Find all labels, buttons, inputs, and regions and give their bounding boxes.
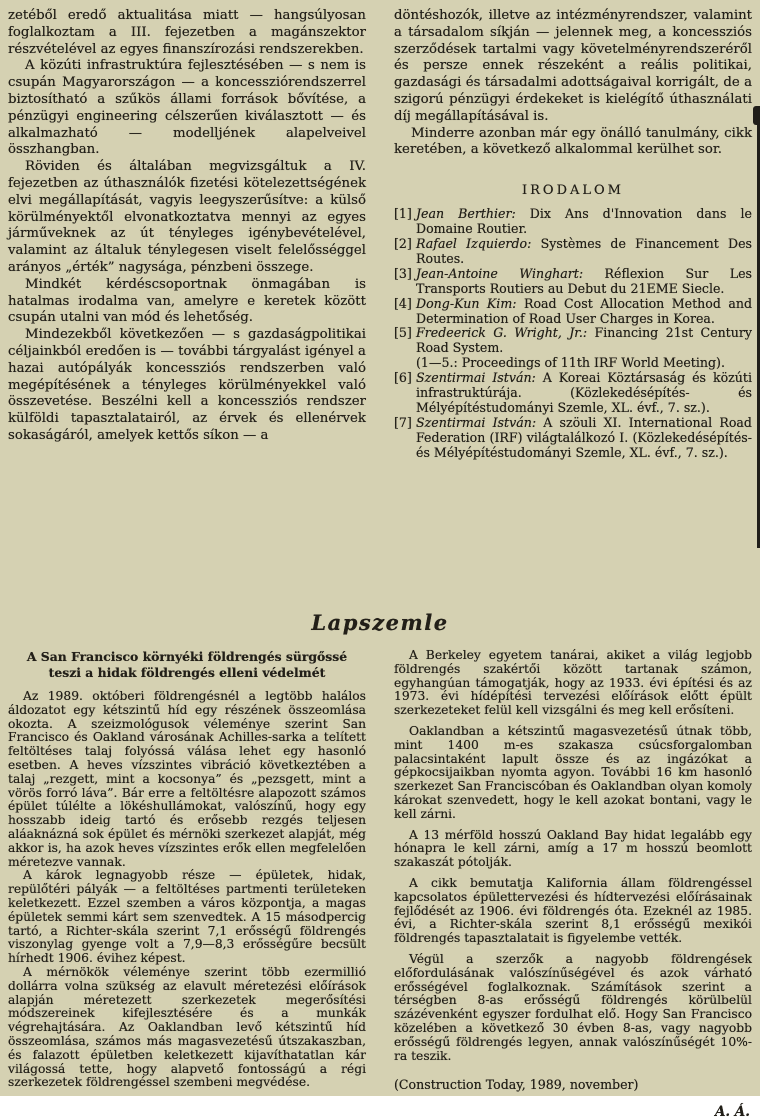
- paragraph: Oaklandban a kétszintű magasvezetésű útnak több, mint 1400 m-es szakasza csúcsforgalomban palacsintaként lapult össze és az ingázókat a gépkocsijaikban nyomta agyon. További 16 km hasonló szerkezet San Franciscóban és Oaklandban olyan komoly károkat szenvedett, hogy le kell azokat bontani, vagy le kell zárni.: [394, 723, 752, 821]
- paragraph: A mérnökök véleménye szerint több ezermillió dollárra volna szükség az elavult méretezési előírások alapján méretezett szerkezetek megerősítési módszereinek kifejlesztésére és a munkák végrehajtására. Az Oaklandban levő kétszintű híd összeomlása, számos más magasvezetésű útszakaszban, és falazott épületben keletkezett kijavíthatatlan kár világossá tette, hogy alapvető fontosságú a régi szerkezetek földrengéssel szembeni megvédése.: [8, 964, 366, 1090]
- reference-author: Jean-Antoine Winghart:: [416, 265, 584, 281]
- reference-author: Szentirmai István:: [416, 370, 536, 386]
- reference-author: Szentirmai István:: [416, 414, 537, 430]
- review-section-heading: Lapszemle: [311, 610, 449, 635]
- top-left-column: [8, 8, 366, 461]
- reference-author: Fredeerick G. Wright, Jr.:: [416, 325, 588, 341]
- review-section: [8, 610, 752, 1120]
- reference-text: Réflexion Sur Les Transports Routiers au Debut du 21EME Siecle.: [416, 265, 752, 296]
- bibliography-item: [394, 326, 752, 371]
- reference-marker: [1]: [394, 206, 412, 222]
- reference-marker: [7]: [394, 414, 412, 430]
- reference-note: (1—5.: Proceedings of 11th IRF World Meeting).: [416, 355, 725, 371]
- paragraph: Mindezekből következően — s gazdaságpolitikai céljainkból eredően is — további tárgyalást igényel a hazai autópályák koncessziós rendszerben való megépítésének a tényleges körülményekkel való összevetése. Beszélni kell a koncessziós rendszer külföldi tapasztalatairól, az érvek és ellenérvek sokaságáról, amelyek kettős síkon — a: [8, 327, 366, 443]
- reference-marker: [5]: [394, 325, 412, 341]
- reference-marker: [4]: [394, 295, 412, 311]
- paragraph: A közúti infrastruktúra fejlesztésében — s nem is csupán Magyarországon — a koncessziórendszerrel biztosítható a szűkös állami források bővítése, a pénzügyi engineering célszerűen kiválasztott — és alkalmazható — modelljének alapelveivel összhangban.: [8, 58, 366, 158]
- bibliography-item: [394, 207, 752, 237]
- paragraph: A Berkeley egyetem tanárai, akiket a világ legjobb földrengés szakértői között tartanak számon, egyhangúan támogatják, hogy az 1933. évi építési és az 1973. évi hídépítési tervezési előírások előtt épült szerkezeteket felül kell vizsgálni és meg kell erősíteni.: [394, 648, 752, 718]
- reference-text: Financing 21st Century Road System.: [416, 325, 752, 356]
- reference-text: A szöuli XI. International Road Federation (IRF) világtalálkozó I. (Közlekedésépítés- és Mélyépítéstudományi Szemle, XL. évf., 7. sz.).: [416, 414, 752, 460]
- reference-text: Systèmes de Financement Des Routes.: [416, 235, 753, 266]
- paragraph: Végül a szerzők a nagyobb földrengések előfordulásának valószínűségével és azok várható erősségével foglalkoznak. Számítások szerint a térségben 8-as erősségű földrengés körülbelül százévenként egyszer fordulhat elő. Hogy San Francisco közelében a következő 30 évben 8-as, vagy nagyobb erősségű földrengés legyen, annak valószínűségét 10%-ra teszik.: [394, 951, 752, 1063]
- paragraph: A károk legnagyobb része — épületek, hidak, repülőtéri pályák — a feltöltéses partmenti területeken keletkezett. Ezzel szemben a város központja, a magas épületek semmi kárt sem szenvedtek. A 15 másodpercig tartó, a Richter-skála szerint 7,1 erősségű földrengés viszonylag gyenge volt a 7,9—8,3 erősségűre becsült hírhedt 1906. évihez képest.: [8, 868, 366, 966]
- reference-author: Jean Berthier:: [416, 206, 516, 222]
- bibliography-item: [394, 267, 752, 297]
- review-article-headline: A San Francisco környéki földrengés sürgőssé teszi a hidak földrengés elleni védelmét: [26, 649, 348, 680]
- reference-marker: [6]: [394, 370, 412, 386]
- bibliography-item: [394, 416, 752, 461]
- review-right-column: [394, 649, 752, 1120]
- paragraph: zetéből eredő aktualitása miatt — hangsúlyosan foglalkoztam a III. fejezetben a magánszektor részvételével az egyes finanszírozási rendszerekben.: [8, 8, 366, 57]
- paragraph: A cikk bemutatja Kalifornia állam földrengéssel kapcsolatos épülettervezési és hídtervezési előírásainak fejlődését az 1906. évi földrengés óta. Ezeknél az 1985. évi, a Richter-skála szerint 8,1 erősségű mexikói földrengés tapasztalatait is figyelembe vették.: [394, 875, 752, 946]
- paragraph: Röviden és általában megvizsgáltuk a IV. fejezetben az úthasználók fizetési kötelezettségének elvi megállapítását, vagyis leegyszerűsítve: a külső körülményektől elvonatkoztatva mennyi az egyes járműveknek az út tényleges igénybevételével, valamint az általuk ténylegesen viselt felelősséggel arányos „érték” nagysága, pénzbeni összege.: [8, 159, 366, 275]
- reference-author: Dong-Kun Kim:: [416, 295, 517, 311]
- paragraph: Mindkét kérdéscsoportnak önmagában is hatalmas irodalma van, amelyre e keretek között csupán utalni van mód és lehetőség.: [8, 276, 366, 326]
- top-right-column: [394, 8, 752, 461]
- bibliography-item: [394, 371, 752, 416]
- paragraph: Az 1989. októberi földrengésnél a legtöbb halálos áldozatot egy kétszintű híd egy részének összeomlása okozta. A szeizmológusok véleménye szerint San Francisco és Oakland városának Achilles-sarka a telített feltöltéses talaj folyóssá válása lehet egy hasonló esetben. A heves vízszintes vibráció következtében a talaj „rezgett, mint a kocsonya” és „pezsgett, mint a vörös forró láva”. Bár erre a feltöltésre alapozott számos épület túlélte a lökéshullámokat, valószínű, hogy egy hosszabb ideig tartó és erősebb rezgés teljesen aláaknázná sok épület és mérnöki szerkezet alapját, még akkor is, ha azok heves vízszintes erők ellen megfelelően méretezve vannak.: [8, 689, 366, 869]
- reference-marker: [3]: [394, 265, 412, 281]
- paragraph: döntéshozók, illetve az intézményrendszer, valamint a társadalom síkján — jelennek meg, a koncessziós szerződések tartalmi vagy követelményrendszeréről és persze ennek részeként a reális politikai, gazdasági és társadalmi adottságaival korrigált, de a szigorú pénzügyi érdekeket is kielégítő úthasználati díj megállapításával is.: [394, 8, 752, 124]
- bibliography-heading: IRODALOM: [522, 183, 624, 199]
- top-article: [8, 8, 752, 461]
- bibliography-list: [394, 207, 752, 460]
- scan-edge-artifact: [753, 106, 760, 125]
- paragraph: A 13 mérföld hosszú Oakland Bay hidat legalább egy hónapra le kell zárni, amíg a 17 m hosszú beomlott szakaszát pótolják.: [394, 827, 752, 870]
- reference-text: A Koreai Köztársaság és közúti infrastruktúrája. (Közlekedésépítés- és Mélyépítéstudományi Szemle, XL. évf., 7. sz.).: [416, 370, 752, 415]
- reference-text: Road Cost Allocation Method and Determination of Road User Charges in Korea.: [416, 295, 753, 326]
- review-left-column: [8, 649, 366, 1120]
- bibliography-item: [394, 237, 752, 267]
- paragraph: Minderre azonban már egy önálló tanulmány, cikk keretében, a következő alkalommal kerülhet sor.: [394, 125, 752, 158]
- reference-author: Rafael Izquierdo:: [416, 235, 532, 251]
- source-citation: (Construction Today, 1989, november): [394, 1077, 639, 1093]
- reference-marker: [2]: [394, 235, 412, 251]
- reference-text: Dix Ans d'Innovation dans le Domaine Routier.: [416, 206, 752, 237]
- author-initials: A. Á.: [714, 1104, 750, 1120]
- bibliography-item: [394, 297, 752, 327]
